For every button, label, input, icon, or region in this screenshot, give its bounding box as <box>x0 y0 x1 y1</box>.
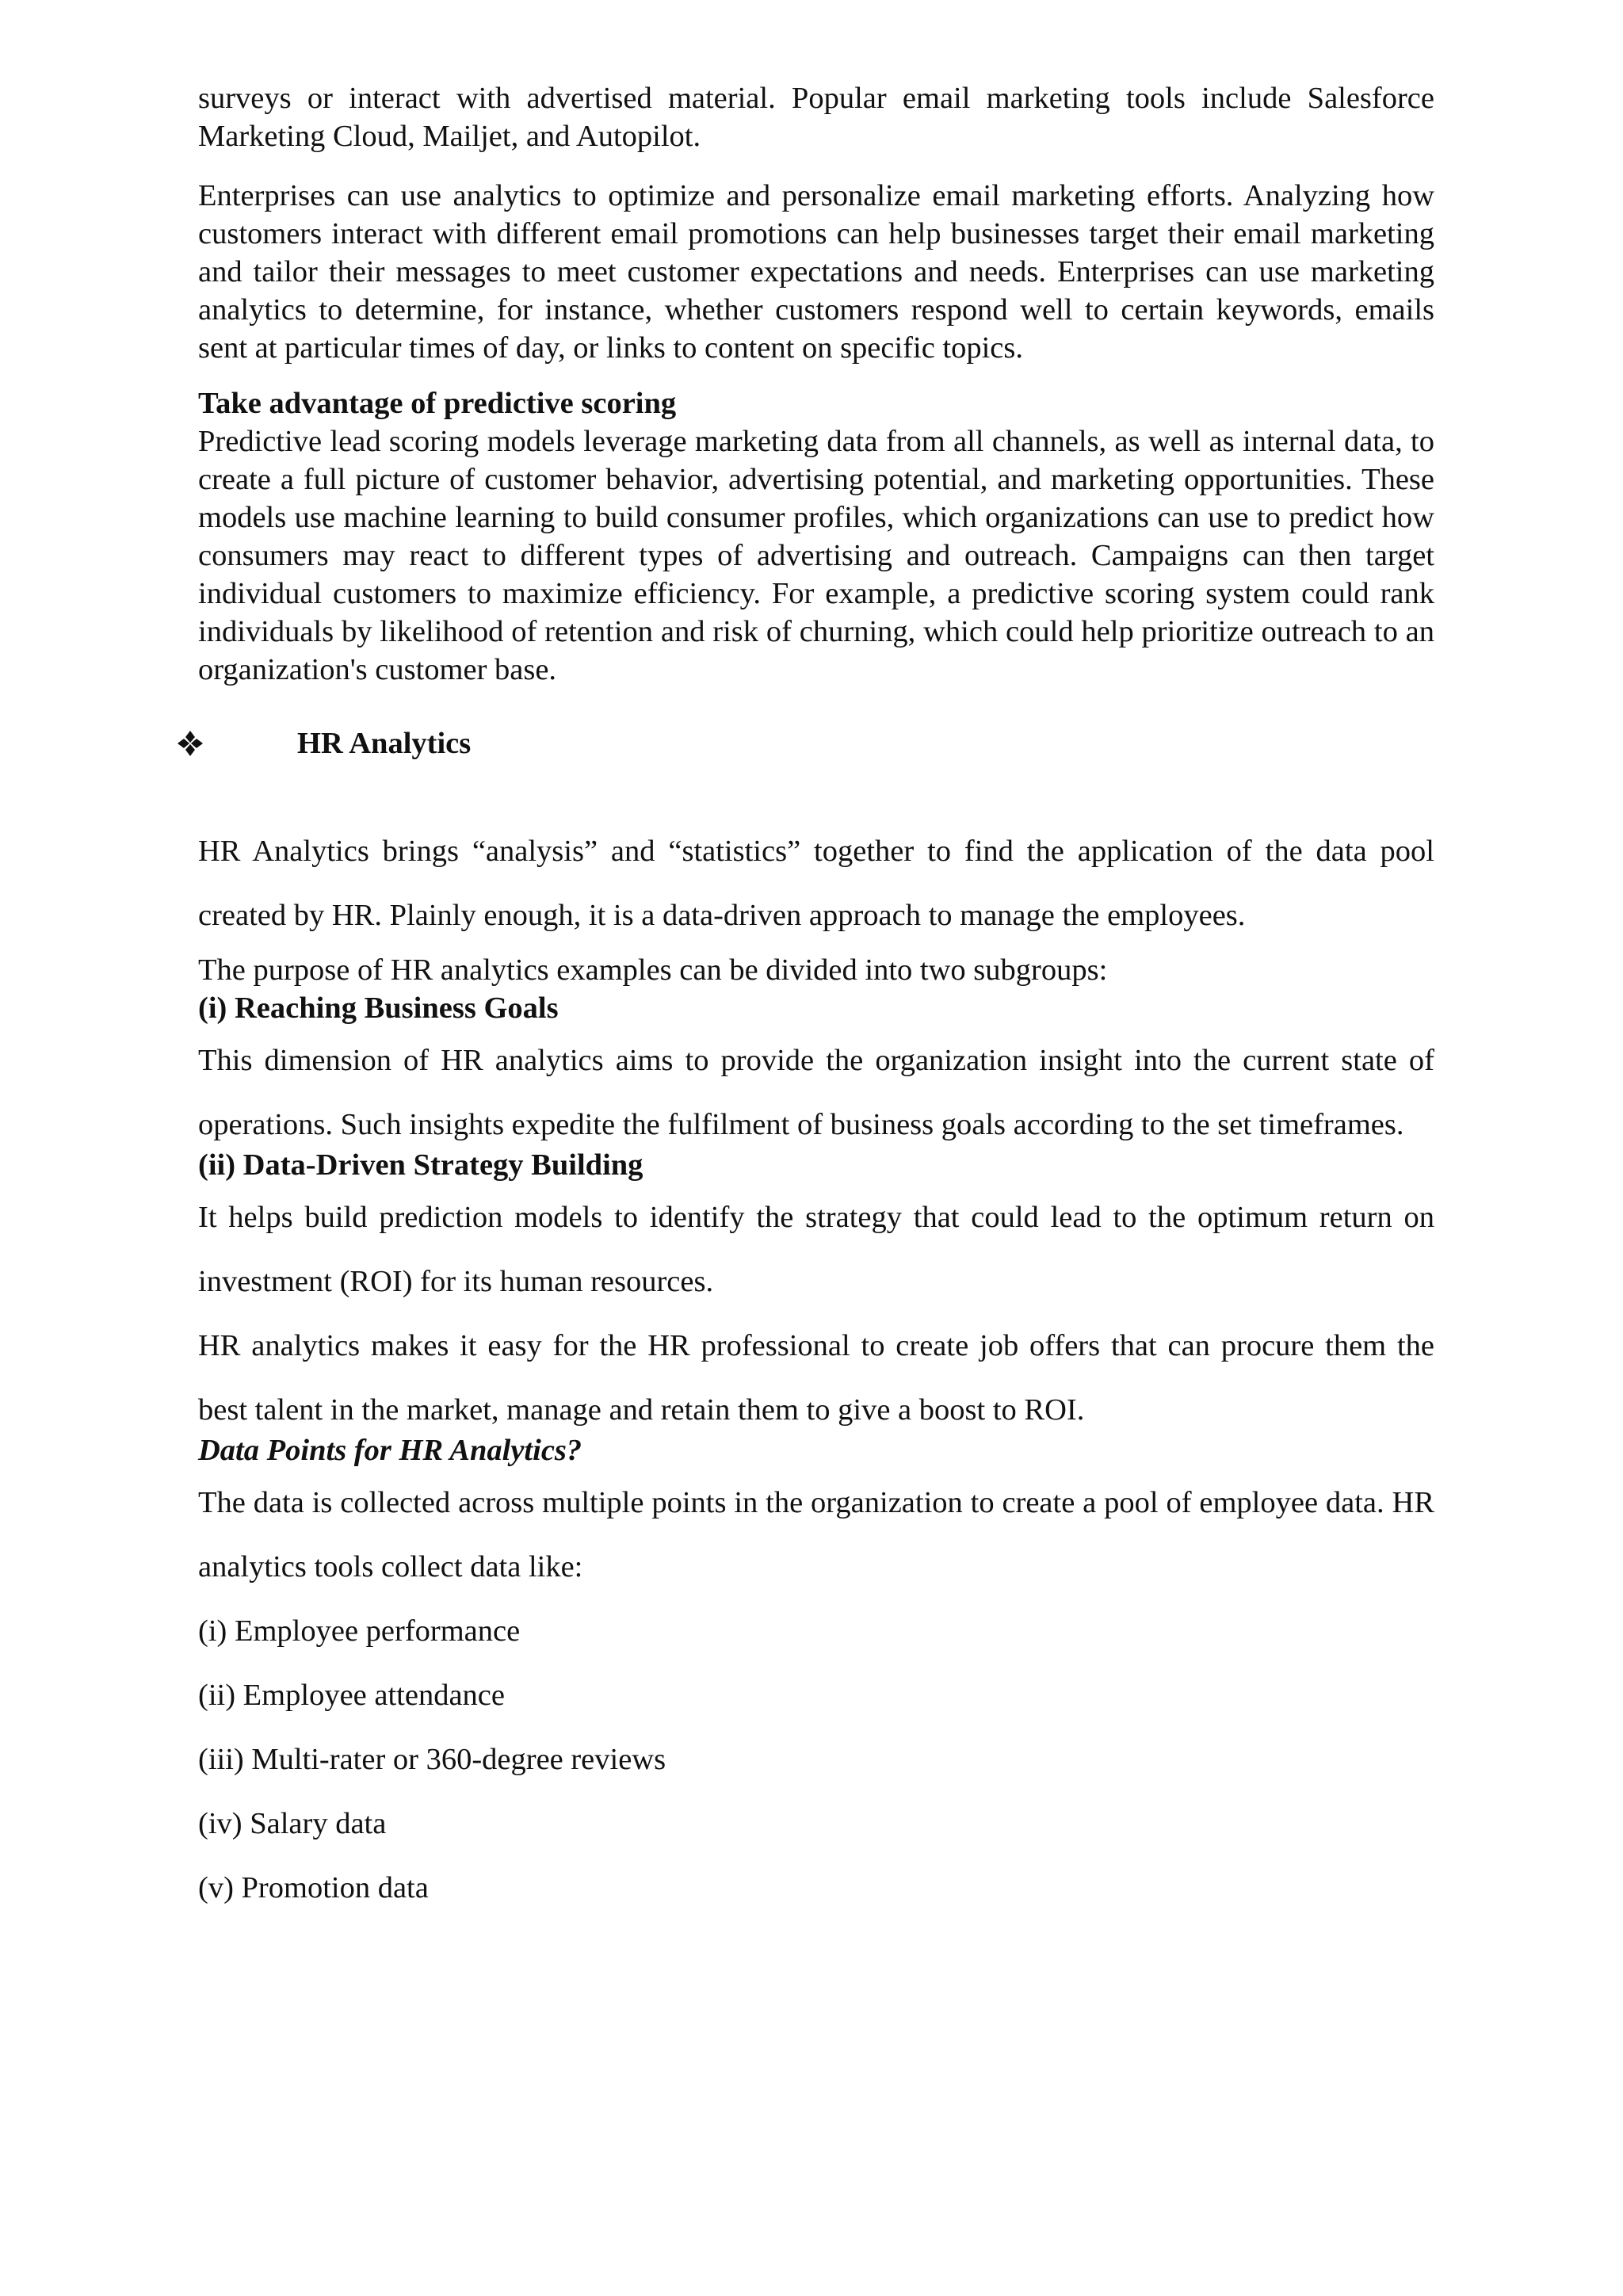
hr-purpose-paragraph: The purpose of HR analytics examples can be divided into two subgroups: <box>198 953 1108 987</box>
strategy-building-paragraph: It helps build prediction models to identify the strategy that could lead to the optimum return on investment (ROI) for its human resources. <box>198 1201 1434 1298</box>
predictive-scoring-heading: Take advantage of predictive scoring <box>198 387 677 420</box>
hr-intro-paragraph: HR Analytics brings “analysis” and “statistics” together to find the application of the data pool created by HR. Plainly enough, it is a data-driven approach to manage the employees. <box>198 835 1434 932</box>
list-item: (i) Employee performance <box>198 1614 521 1648</box>
email-tools-paragraph: surveys or interact with advertised material. Popular email marketing tools include Salesforce Marketing Cloud, Mailjet, and Autopilot. <box>198 82 1434 153</box>
strategy-building-heading: (ii) Data-Driven Strategy Building <box>198 1148 643 1182</box>
reaching-business-goals-paragraph: This dimension of HR analytics aims to provide the organization insight into the current state of operations. Such insights expedite the fulfilment of business goals according to the set timeframes. <box>198 1044 1434 1141</box>
data-points-intro-paragraph: The data is collected across multiple points in the organization to create a pool of employee data. HR analytics tools collect data like: <box>198 1486 1434 1584</box>
email-analytics-paragraph: Enterprises can use analytics to optimize and personalize email marketing efforts. Analyzing how customers interact with different email promotions can help businesses target their email marketing and tailor their messages to meet customer expectations and needs. Enterprises can use marketing analytics to determine, for instance, whether customers respond well to certain keywords, emails sent at particular times of day, or links to content on specific topics. <box>198 179 1434 365</box>
list-item: (iii) Multi-rater or 360-degree reviews <box>198 1743 666 1776</box>
list-item: (v) Promotion data <box>198 1871 429 1904</box>
hr-analytics-section-heading <box>198 724 1434 772</box>
document-page <box>198 79 1434 1920</box>
reaching-business-goals-heading: (i) Reaching Business Goals <box>198 991 559 1025</box>
hr-analytics-title: HR Analytics <box>297 727 472 760</box>
list-item: (ii) Employee attendance <box>198 1679 505 1712</box>
job-offers-paragraph: HR analytics makes it easy for the HR professional to create job offers that can procure them the best talent in the market, manage and retain them to give a boost to ROI. <box>198 1329 1434 1427</box>
four-diamond-bullet-icon <box>176 729 204 758</box>
list-item: (iv) Salary data <box>198 1807 387 1840</box>
predictive-scoring-paragraph: Predictive lead scoring models leverage marketing data from all channels, as well as internal data, to create a full picture of customer behavior, advertising potential, and marketing opportunities. These models use machine learning to build consumer profiles, which organizations can use to predict how consumers may react to different types of advertising and outreach. Campaigns can then target individual customers to maximize efficiency. For example, a predictive scoring system could rank individuals by likelihood of retention and risk of churning, which could help prioritize outreach to an organization's customer base. <box>198 425 1434 686</box>
data-points-heading: Data Points for HR Analytics? <box>198 1434 582 1467</box>
